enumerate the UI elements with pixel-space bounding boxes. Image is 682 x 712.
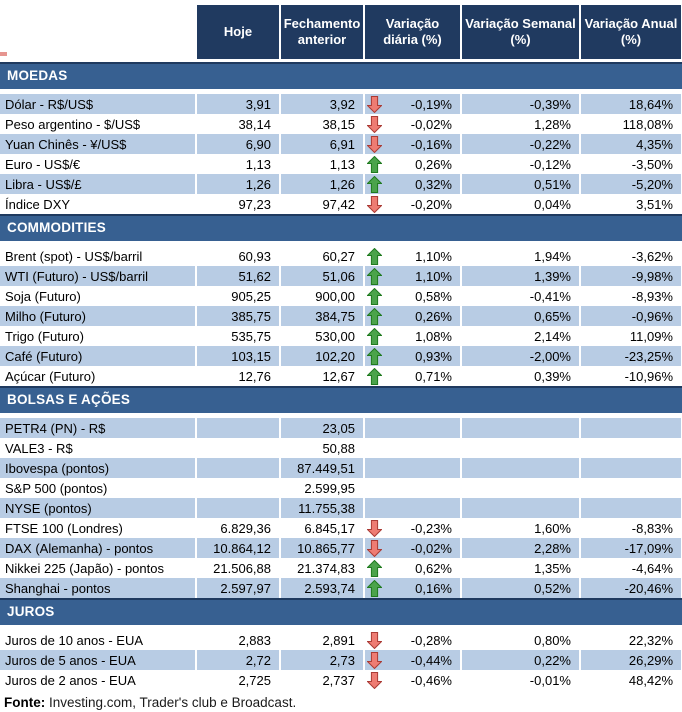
hoje-value [197,458,279,478]
fechamento-anterior-value: 3,92 [281,94,363,114]
variacao-semanal-value: 0,52% [462,578,579,598]
variacao-semanal-value: 2,14% [462,326,579,346]
variacao-anual-value: -20,46% [581,578,681,598]
variacao-diaria-cell [365,498,460,518]
row-label: FTSE 100 (Londres) [0,518,195,538]
variacao-diaria-cell [365,650,460,670]
table-row [0,650,682,670]
variacao-diaria-cell [365,538,460,558]
variacao-diaria-value: -0,23% [410,520,452,536]
variacao-anual-value [581,418,681,438]
fechamento-anterior-value: 384,75 [281,306,363,326]
hoje-value: 21.506,88 [197,558,279,578]
table-row [0,458,682,478]
hoje-value: 6,90 [197,134,279,154]
variacao-diaria-value: 0,26% [415,308,452,324]
stray-red-mark [0,52,7,56]
row-label: Soja (Futuro) [0,286,195,306]
column-header-variacao-semanal: Variação Semanal (%) [462,5,579,59]
hoje-value: 38,14 [197,114,279,134]
up-arrow-icon [367,176,382,193]
table-row [0,538,682,558]
variacao-semanal-value: 0,22% [462,650,579,670]
row-label: Milho (Futuro) [0,306,195,326]
variacao-diaria-cell [365,154,460,174]
section-header: COMMODITIES [0,214,682,241]
variacao-semanal-value: -0,22% [462,134,579,154]
hoje-value: 1,26 [197,174,279,194]
fechamento-anterior-value: 87.449,51 [281,458,363,478]
hoje-value: 103,15 [197,346,279,366]
row-label: Yuan Chinês - ¥/US$ [0,134,195,154]
table-row [0,94,682,114]
variacao-anual-value: -3,50% [581,154,681,174]
hoje-value: 2,883 [197,630,279,650]
table-row [0,478,682,498]
variacao-diaria-value: 0,93% [415,348,452,364]
fechamento-anterior-value: 12,67 [281,366,363,386]
hoje-value: 2,725 [197,670,279,690]
down-arrow-icon [367,136,382,153]
variacao-anual-value: -0,96% [581,306,681,326]
variacao-diaria-value: 1,08% [415,328,452,344]
section-header: BOLSAS E AÇÕES [0,386,682,413]
fechamento-anterior-value: 2.599,95 [281,478,363,498]
variacao-diaria-value: -0,44% [410,652,452,668]
fechamento-anterior-value: 51,06 [281,266,363,286]
variacao-anual-value [581,498,681,518]
variacao-semanal-value: 1,60% [462,518,579,538]
variacao-semanal-value: 1,28% [462,114,579,134]
row-label: Trigo (Futuro) [0,326,195,346]
variacao-anual-value: -9,98% [581,266,681,286]
column-header-fechamento-anterior: Fechamento anterior [281,5,363,59]
fechamento-anterior-value: 10.865,77 [281,538,363,558]
hoje-value: 2.597,97 [197,578,279,598]
table-row [0,154,682,174]
table-row [0,174,682,194]
table-row [0,438,682,458]
variacao-diaria-cell [365,438,460,458]
variacao-diaria-value: 0,58% [415,288,452,304]
variacao-diaria-value: -0,02% [410,540,452,556]
variacao-diaria-value: 1,10% [415,268,452,284]
column-header-hoje: Hoje [197,5,279,59]
fechamento-anterior-value: 97,42 [281,194,363,214]
row-label: Peso argentino - $/US$ [0,114,195,134]
up-arrow-icon [367,248,382,265]
row-label: Ibovespa (pontos) [0,458,195,478]
fechamento-anterior-value: 2.593,74 [281,578,363,598]
row-label: Juros de 5 anos - EUA [0,650,195,670]
variacao-diaria-value: 0,62% [415,560,452,576]
table-row [0,246,682,266]
row-label: Euro - US$/€ [0,154,195,174]
source-note-prefix: Fonte: [4,695,46,710]
variacao-diaria-cell [365,306,460,326]
table-body [0,62,682,690]
variacao-diaria-cell [365,630,460,650]
variacao-semanal-value: -0,41% [462,286,579,306]
row-label: Açúcar (Futuro) [0,366,195,386]
fechamento-anterior-value: 21.374,83 [281,558,363,578]
column-header-empty [0,5,195,59]
down-arrow-icon [367,632,382,649]
hoje-value: 10.864,12 [197,538,279,558]
fechamento-anterior-value: 50,88 [281,438,363,458]
variacao-semanal-value: 0,04% [462,194,579,214]
variacao-diaria-value: -0,16% [410,136,452,152]
table-row [0,346,682,366]
hoje-value: 6.829,36 [197,518,279,538]
table-row [0,670,682,690]
row-label: PETR4 (PN) - R$ [0,418,195,438]
variacao-semanal-value: 0,51% [462,174,579,194]
fechamento-anterior-value: 530,00 [281,326,363,346]
variacao-diaria-cell [365,518,460,538]
row-label: Nikkei 225 (Japão) - pontos [0,558,195,578]
variacao-anual-value: -8,93% [581,286,681,306]
fechamento-anterior-value: 60,27 [281,246,363,266]
variacao-diaria-cell [365,266,460,286]
variacao-anual-value [581,438,681,458]
variacao-diaria-cell [365,418,460,438]
up-arrow-icon [367,288,382,305]
down-arrow-icon [367,116,382,133]
row-label: Juros de 2 anos - EUA [0,670,195,690]
down-arrow-icon [367,96,382,113]
down-arrow-icon [367,540,382,557]
variacao-anual-value: 22,32% [581,630,681,650]
variacao-anual-value: 3,51% [581,194,681,214]
section-header: MOEDAS [0,62,682,89]
variacao-semanal-value: 0,39% [462,366,579,386]
fechamento-anterior-value: 1,13 [281,154,363,174]
variacao-anual-value: -5,20% [581,174,681,194]
row-label: Libra - US$/£ [0,174,195,194]
fechamento-anterior-value: 6.845,17 [281,518,363,538]
table-row [0,498,682,518]
variacao-diaria-cell [365,366,460,386]
fechamento-anterior-value: 38,15 [281,114,363,134]
variacao-diaria-cell [365,246,460,266]
table-row [0,134,682,154]
variacao-diaria-value: -0,28% [410,632,452,648]
hoje-value [197,438,279,458]
row-label: DAX (Alemanha) - pontos [0,538,195,558]
up-arrow-icon [367,156,382,173]
fechamento-anterior-value: 2,737 [281,670,363,690]
fechamento-anterior-value: 1,26 [281,174,363,194]
fechamento-anterior-value: 900,00 [281,286,363,306]
variacao-anual-value: 118,08% [581,114,681,134]
variacao-anual-value: 48,42% [581,670,681,690]
down-arrow-icon [367,652,382,669]
variacao-anual-value: 4,35% [581,134,681,154]
variacao-diaria-cell [365,114,460,134]
variacao-semanal-value [462,438,579,458]
table-header [0,5,682,59]
fechamento-anterior-value: 23,05 [281,418,363,438]
row-label: Shanghai - pontos [0,578,195,598]
fechamento-anterior-value: 11.755,38 [281,498,363,518]
variacao-semanal-value [462,498,579,518]
row-label: Índice DXY [0,194,195,214]
row-label: S&P 500 (pontos) [0,478,195,498]
table-row [0,286,682,306]
variacao-anual-value: -23,25% [581,346,681,366]
section-header: JUROS [0,598,682,625]
variacao-anual-value: -10,96% [581,366,681,386]
variacao-anual-value: 11,09% [581,326,681,346]
variacao-diaria-cell [365,134,460,154]
up-arrow-icon [367,580,382,597]
variacao-anual-value: -3,62% [581,246,681,266]
up-arrow-icon [367,328,382,345]
up-arrow-icon [367,368,382,385]
variacao-anual-value: -17,09% [581,538,681,558]
row-label: WTI (Futuro) - US$/barril [0,266,195,286]
variacao-semanal-value [462,458,579,478]
variacao-diaria-value: -0,19% [410,96,452,112]
variacao-diaria-cell [365,194,460,214]
column-header-variacao-diaria: Variação diária (%) [365,5,460,59]
fechamento-anterior-value: 2,891 [281,630,363,650]
variacao-anual-value [581,478,681,498]
table-row [0,518,682,538]
up-arrow-icon [367,268,382,285]
row-label: Dólar - R$/US$ [0,94,195,114]
up-arrow-icon [367,348,382,365]
variacao-diaria-value: -0,20% [410,196,452,212]
table-row [0,366,682,386]
table-row [0,114,682,134]
hoje-value: 385,75 [197,306,279,326]
variacao-diaria-cell [365,346,460,366]
variacao-semanal-value: 2,28% [462,538,579,558]
table-row [0,194,682,214]
hoje-value [197,478,279,498]
variacao-diaria-value: 0,71% [415,368,452,384]
row-label: Juros de 10 anos - EUA [0,630,195,650]
variacao-semanal-value [462,418,579,438]
variacao-semanal-value: 1,39% [462,266,579,286]
fechamento-anterior-value: 6,91 [281,134,363,154]
variacao-semanal-value: 1,35% [462,558,579,578]
row-label: Brent (spot) - US$/barril [0,246,195,266]
variacao-semanal-value: 0,65% [462,306,579,326]
row-label: Café (Futuro) [0,346,195,366]
hoje-value: 3,91 [197,94,279,114]
hoje-value: 905,25 [197,286,279,306]
hoje-value: 51,62 [197,266,279,286]
table-row [0,578,682,598]
variacao-semanal-value [462,478,579,498]
fechamento-anterior-value: 102,20 [281,346,363,366]
hoje-value [197,498,279,518]
variacao-diaria-cell [365,578,460,598]
table-row [0,306,682,326]
up-arrow-icon [367,560,382,577]
hoje-value: 1,13 [197,154,279,174]
hoje-value: 2,72 [197,650,279,670]
variacao-diaria-cell [365,670,460,690]
hoje-value: 12,76 [197,366,279,386]
down-arrow-icon [367,672,382,689]
variacao-diaria-cell [365,458,460,478]
row-label: VALE3 - R$ [0,438,195,458]
hoje-value: 535,75 [197,326,279,346]
variacao-diaria-cell [365,478,460,498]
source-note [0,695,682,710]
table-row [0,266,682,286]
up-arrow-icon [367,308,382,325]
variacao-semanal-value: -2,00% [462,346,579,366]
variacao-semanal-value: 1,94% [462,246,579,266]
hoje-value: 60,93 [197,246,279,266]
variacao-semanal-value: -0,01% [462,670,579,690]
variacao-diaria-value: 1,10% [415,248,452,264]
variacao-diaria-value: -0,02% [410,116,452,132]
variacao-diaria-cell [365,94,460,114]
variacao-diaria-cell [365,326,460,346]
table-row [0,630,682,650]
hoje-value [197,418,279,438]
variacao-diaria-value: 0,32% [415,176,452,192]
fechamento-anterior-value: 2,73 [281,650,363,670]
variacao-anual-value: -4,64% [581,558,681,578]
variacao-semanal-value: -0,12% [462,154,579,174]
table-row [0,418,682,438]
variacao-semanal-value: -0,39% [462,94,579,114]
variacao-anual-value: 18,64% [581,94,681,114]
variacao-semanal-value: 0,80% [462,630,579,650]
variacao-anual-value [581,458,681,478]
variacao-anual-value: 26,29% [581,650,681,670]
table-row [0,558,682,578]
row-label: NYSE (pontos) [0,498,195,518]
column-header-variacao-anual: Variação Anual (%) [581,5,681,59]
variacao-diaria-cell [365,174,460,194]
down-arrow-icon [367,196,382,213]
variacao-diaria-cell [365,558,460,578]
variacao-diaria-value: -0,46% [410,672,452,688]
variacao-diaria-cell [365,286,460,306]
down-arrow-icon [367,520,382,537]
source-note-text: Investing.com, Trader's club e Broadcast. [45,695,297,710]
hoje-value: 97,23 [197,194,279,214]
table-row [0,326,682,346]
variacao-diaria-value: 0,16% [415,580,452,596]
variacao-anual-value: -8,83% [581,518,681,538]
variacao-diaria-value: 0,26% [415,156,452,172]
